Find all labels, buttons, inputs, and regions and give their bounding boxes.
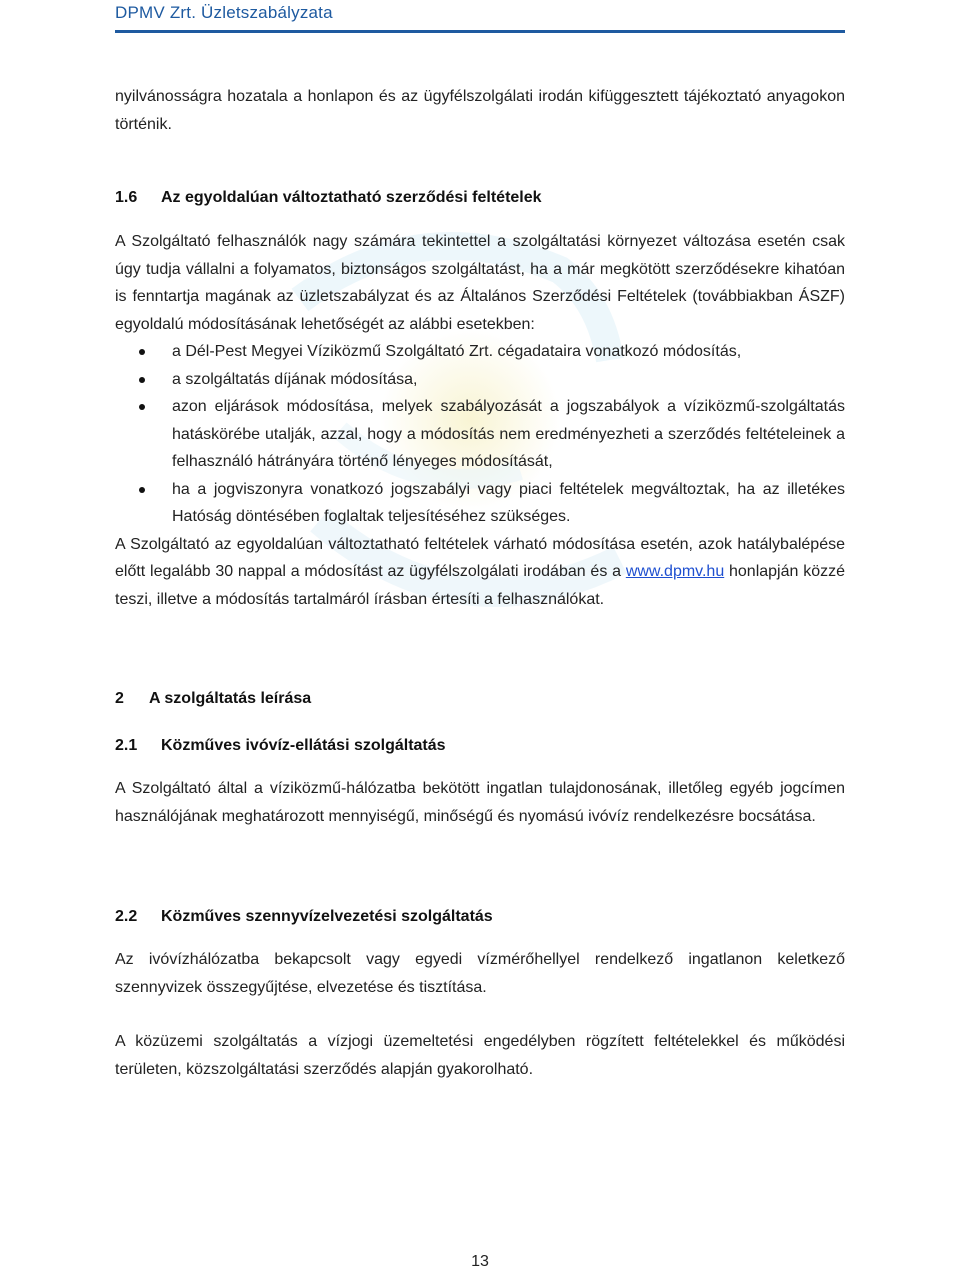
list-item: ha a jogviszonyra vonatkozó jogszabályi vagy piaci feltételek megváltoztak, ha az illetékes Hatóság döntésében foglaltak teljesítéséhez szükséges.	[115, 476, 845, 531]
list-item: azon eljárások módosítása, melyek szabályozását a jogszabályok a víziközmű-szolgáltatás hatáskörébe utalják, azzal, hogy a módosítás nem eredményezheti a szerződés feltételeinek a felhasználó hátrányára történő lényeges módosítását,	[115, 393, 845, 476]
bullet-list	[115, 338, 845, 531]
page-number: 13	[471, 1253, 489, 1270]
list-item: a szolgáltatás díjának módosítása,	[115, 366, 845, 394]
section-title: Közműves ivóvíz-ellátási szolgáltatás	[161, 737, 446, 754]
section-2-2-body	[115, 946, 845, 1001]
page-header	[115, 0, 845, 33]
section-2-1-body	[115, 775, 845, 830]
section-2-1-paragraph: A Szolgáltató által a víziközmű-hálózatba bekötött ingatlan tulajdonosának, illetőleg egyéb jogcímen használójának meghatározott mennyiségű, minőségű és nyomású ivóvíz rendelkezésre bocsátása.	[115, 780, 845, 825]
intro-paragraph: nyilvánosságra hozatala a honlapon és az ügyfélszolgálati irodán kifüggesztett tájékoztató anyagokon történik.	[115, 88, 845, 133]
section-number: 2	[115, 690, 124, 707]
section-title: A szolgáltatás leírása	[149, 690, 312, 707]
section-2-1-heading	[115, 732, 845, 760]
section-2-heading	[115, 685, 845, 713]
section-2-2-paragraph-1: Az ivóvízhálózatba bekapcsolt vagy egyedi vízmérőhellyel rendelkező ingatlanon keletkező szennyvizek összegyűjtése, elvezetése és tisztítása.	[115, 951, 845, 996]
section-1-6-paragraph: A Szolgáltató felhasználók nagy számára tekintettel a szolgáltatási környezet változása esetén csak úgy tudja vállalni a folyamatos, biztonságos szolgáltatást, ha a már megkötött szerződésekre kihatóan is fenntartja magának az üzletszabályzat és az Általános Szerződési Feltételek (továbbiakban ÁSZF) egyoldalú módosításának lehetőségét az alábbi esetekben:	[115, 233, 845, 333]
section-2-2-heading	[115, 903, 845, 931]
list-item: a Dél-Pest Megyei Víziközmű Szolgáltató Zrt. cégadataira vonatkozó módosítás,	[115, 338, 845, 366]
section-1-6-body	[115, 228, 845, 613]
section-title: Az egyoldalúan változtatható szerződési feltételek	[161, 189, 542, 206]
document-title: DPMV Zrt. Üzletszabályzata	[115, 3, 333, 22]
intro-paragraph-block	[115, 83, 845, 138]
section-title: Közműves szennyvízelvezetési szolgáltatás	[161, 908, 493, 925]
section-number: 2.1	[115, 737, 138, 754]
section-2-2-paragraph-2: A közüzemi szolgáltatás a vízjogi üzemeltetési engedélyben rögzített feltételekkel és működési területen, közszolgáltatási szerződés alapján gyakorolható.	[115, 1033, 845, 1078]
section-2-2-body-2	[115, 1028, 845, 1083]
section-number: 2.2	[115, 908, 138, 925]
website-link[interactable]: www.dpmv.hu	[625, 563, 725, 580]
section-number: 1.6	[115, 189, 138, 206]
section-1-6-heading	[115, 184, 845, 212]
section-1-6-closing-paragraph: A Szolgáltató az egyoldalúan változtatható feltételek várható módosítása esetén, azok hatálybalépése előtt legalább 30 nappal a módosítást az ügyfélszolgálati irodában és a www.dpmv.hu honlapján közzé teszi, illetve a módosítás tartalmáról írásban értesíti a felhasználókat.	[115, 535, 845, 608]
